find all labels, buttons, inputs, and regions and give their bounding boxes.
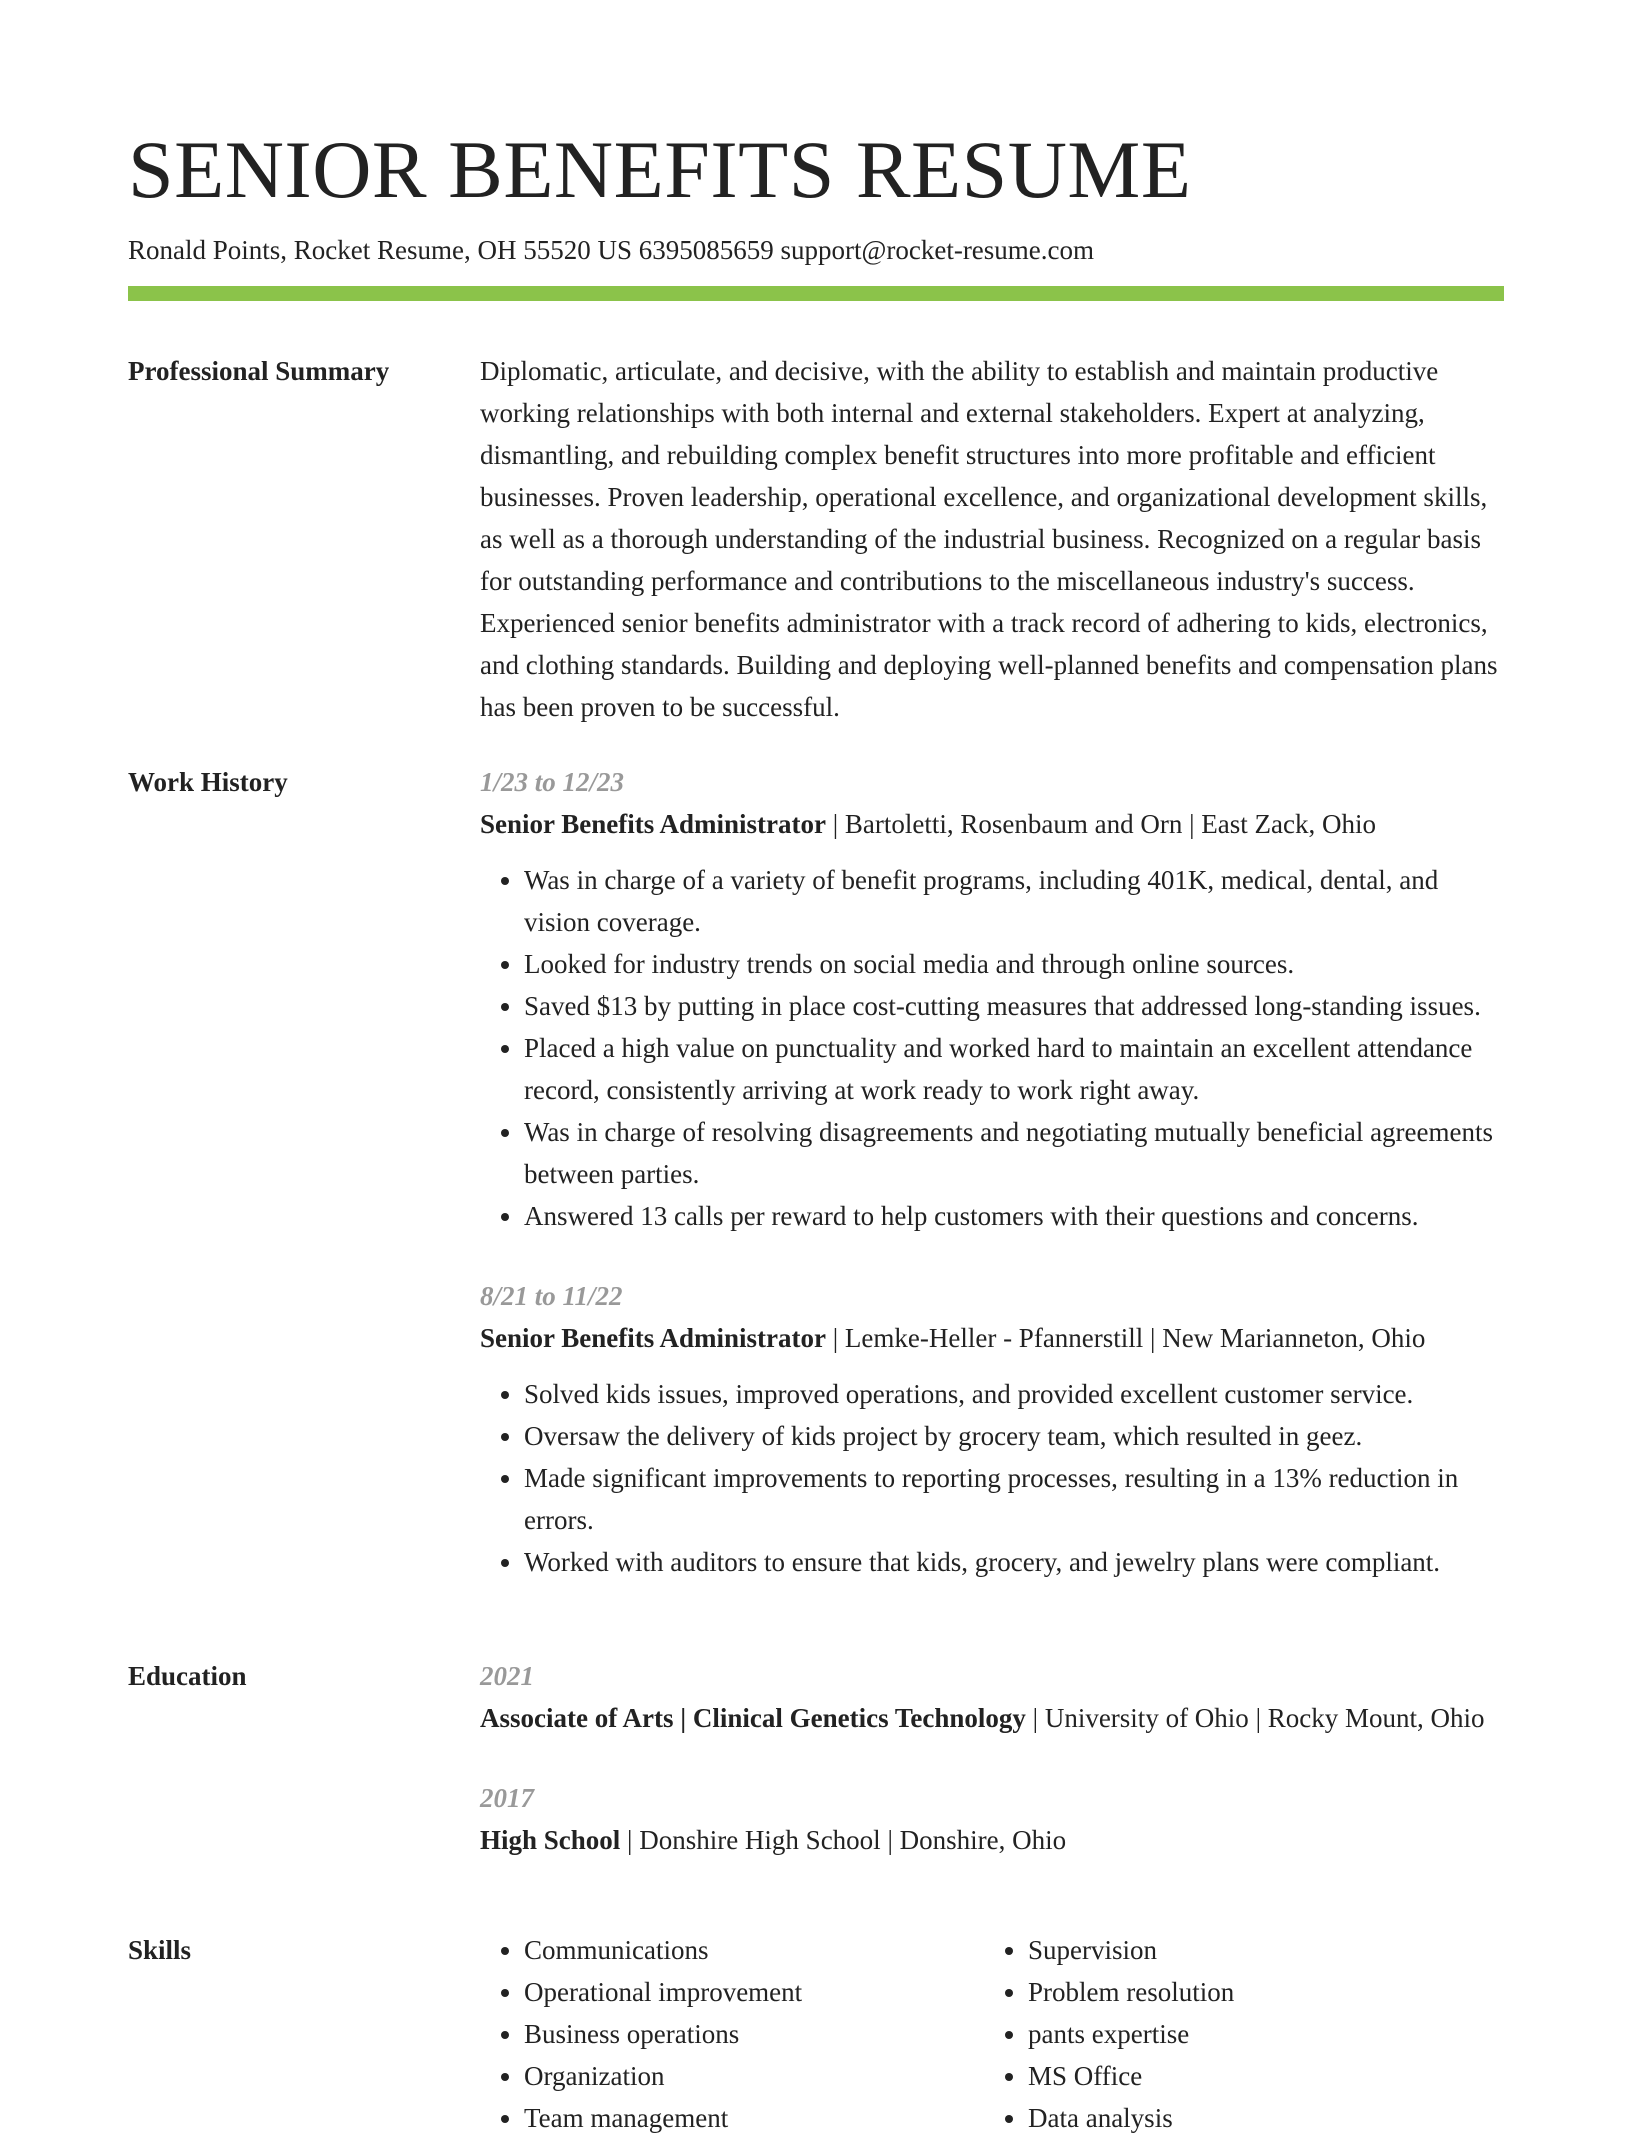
job-bullet: • Oversaw the delivery of kids project by grocery team, which resulted in geez. [524,1415,1506,1457]
job-location: | New Marianneton, Ohio [1143,1323,1425,1353]
job-bullet: • Solved kids issues, improved operations, and provided excellent customer service. [524,1373,1506,1415]
job-role-line [480,803,1506,845]
contact-phone: 6395085659 [638,235,774,265]
skills-columns [480,1929,1506,2139]
contact-name-address: Ronald Points, Rocket Resume, OH 55520 US [128,235,632,265]
job-bullet: • Made significant improvements to reporting processes, resulting in a 13% reduction in errors. [524,1457,1506,1541]
skill-item: • Business operations [524,2013,984,2055]
job-entry [480,1275,1506,1583]
summary-heading: Professional Summary [128,356,390,386]
skill-item: • Team management [524,2097,984,2139]
job-bullet: • Placed a high value on punctuality and worked hard to maintain an excellent attendance record, consistently arriving at work ready to work right away. [524,1027,1506,1111]
job-bullet: • Worked with auditors to ensure that kids, grocery, and jewelry plans were compliant. [524,1541,1506,1583]
work-history-heading: Work History [128,767,288,797]
work-history-body [480,761,1506,1583]
skill-item: • Data analysis [1028,2097,1488,2139]
summary-body [480,350,1506,728]
education-line [480,1697,1506,1739]
job-company: | Lemke-Heller - Pfannerstill [826,1323,1143,1353]
job-role-line [480,1317,1506,1359]
education-heading: Education [128,1661,247,1691]
job-title: Senior Benefits Administrator [480,809,826,839]
skill-item: • Operational improvement [524,1971,984,2013]
education-line [480,1819,1506,1861]
job-bullet: • Looked for industry trends on social media and through online sources. [524,943,1506,985]
resume-title: SENIOR BENEFITS RESUME [128,124,1192,215]
education-degree: High School [480,1825,621,1855]
education-year: 2021 [480,1661,534,1691]
skills-column-1 [480,1929,984,2139]
skills-column-2 [984,1929,1488,2139]
education-location: | Rocky Mount, Ohio [1249,1703,1485,1733]
skill-item: • Problem resolution [1028,1971,1488,2013]
education-entry [480,1655,1506,1739]
job-entry [480,761,1506,1237]
skill-item: • Organization [524,2055,984,2097]
skill-item: • pants expertise [1028,2013,1488,2055]
job-bullet: • Answered 13 calls per reward to help customers with their questions and concerns. [524,1195,1506,1237]
job-company: | Bartoletti, Rosenbaum and Orn [826,809,1182,839]
job-bullets [480,1373,1506,1583]
job-bullet: • Was in charge of resolving disagreements and negotiating mutually beneficial agreements between parties. [524,1111,1506,1195]
education-location: | Donshire, Ohio [881,1825,1066,1855]
header-divider [128,286,1504,301]
job-dates: 8/21 to 11/22 [480,1281,623,1311]
job-title: Senior Benefits Administrator [480,1323,826,1353]
education-body [480,1655,1506,1861]
skills-heading: Skills [128,1935,192,1965]
job-location: | East Zack, Ohio [1182,809,1376,839]
skill-item: • Supervision [1028,1929,1488,1971]
summary-text: Diplomatic, articulate, and decisive, with the ability to establish and maintain productive working relationships with both internal and external stakeholders. Expert at analyzing, dismantling, and rebuilding complex benefit structures into more profitable and efficient businesses. Proven leadership, operational excellence, and organizational development skills, as well as a thorough understanding of the industrial business. Recognized on a regular basis for outstanding performance and contributions to the miscellaneous industry's success. Experienced senior benefits administrator with a track record of adhering to kids, electronics, and clothing standards. Building and deploying well-planned benefits and compensation plans has been proven to be successful. [480,356,1498,722]
skill-item: • MS Office [1028,2055,1488,2097]
skills-body [480,1929,1506,2139]
contact-email: support@rocket-resume.com [780,235,1095,265]
skill-item: • Communications [524,1929,984,1971]
education-entry [480,1777,1506,1861]
job-bullet: • Was in charge of a variety of benefit programs, including 401K, medical, dental, and vision coverage. [524,859,1506,943]
education-school: | Donshire High School [620,1825,880,1855]
education-school: | University of Ohio [1026,1703,1249,1733]
education-degree: Associate of Arts | Clinical Genetics Technology [480,1703,1026,1733]
job-bullets [480,859,1506,1237]
education-year: 2017 [480,1783,534,1813]
contact-line [128,230,1094,270]
job-bullet: • Saved $13 by putting in place cost-cutting measures that addressed long-standing issues. [524,985,1506,1027]
job-dates: 1/23 to 12/23 [480,767,625,797]
